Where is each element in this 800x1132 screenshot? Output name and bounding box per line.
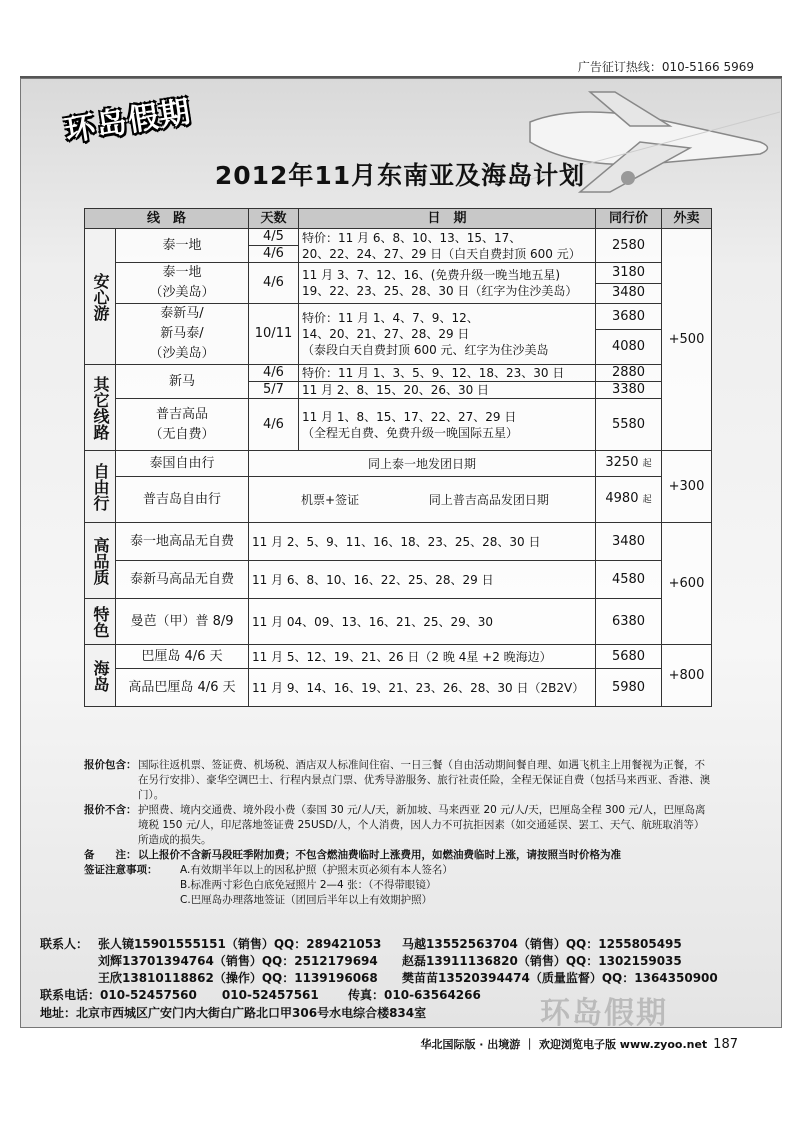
terms-notes — [84, 758, 712, 908]
note-visa — [84, 863, 712, 878]
table-row — [85, 399, 712, 451]
route-price: 3480 — [596, 283, 662, 304]
phone-number: 010-52457560 — [100, 988, 197, 1002]
route-line: 泰新马/ — [160, 306, 204, 321]
dates-line: 特价：11 月 1、4、7、9、12、 — [302, 311, 479, 325]
table-row — [85, 365, 712, 382]
ad-hotline: 广告征订热线：010-5166 5969 — [577, 60, 754, 74]
route-dates: 11 月 2、8、15、20、26、30 日 — [299, 382, 596, 399]
footer-text: 华北国际版 · 出境游 ｜ 欢迎浏览电子版 www.zyoo.net — [420, 1038, 708, 1051]
route-price: 4080 — [596, 330, 662, 365]
note-include — [84, 758, 712, 803]
dates-line: 11 月 1、8、15、17、22、27、29 日 — [302, 409, 517, 424]
fax-label: 传真： — [348, 988, 385, 1002]
note-text: 以上报价不含新马段旺季附加费；不包含燃油费临时上涨费用，如燃油费临时上涨，请按照当时价格为准 — [138, 849, 621, 861]
route-name: 普吉岛自由行 — [116, 477, 249, 523]
route-days: 4/5 — [249, 229, 299, 246]
route-price: 5580 — [596, 399, 662, 451]
route-price: 2880 — [596, 365, 662, 382]
route-dates — [299, 229, 596, 263]
route-name — [116, 304, 249, 365]
contact-person: 马越13552563704（销售）QQ：1255805495 — [402, 937, 682, 951]
contact-person: 樊苗苗13520394474（质量监督）QQ：1364350900 — [402, 971, 718, 985]
route-days: 4/6 — [249, 399, 299, 451]
note-label: 报价不含： — [84, 804, 137, 816]
page-number: 187 — [713, 1037, 738, 1052]
phone-number: 010-52457561 — [221, 988, 319, 1002]
route-dates: 同上泰一地发团日期 — [249, 451, 596, 477]
note-exclude — [84, 803, 712, 848]
page-title: 2012年11月东南亚及海岛计划 — [214, 161, 586, 190]
watermark-logo: 环岛假期 — [540, 996, 668, 1031]
route-days: 4/6 — [249, 365, 299, 382]
route-price: 5680 — [596, 645, 662, 669]
route-dates: 11 月 2、5、9、11、16、18、23、25、28、30 日 — [249, 523, 596, 561]
route-name: 巴厘岛 4/6 天 — [116, 645, 249, 669]
route-price: 3180 — [596, 263, 662, 284]
route-price — [596, 477, 662, 523]
route-dates: 11 月 6、8、10、16、22、25、28、29 日 — [249, 561, 596, 599]
contact-row — [40, 936, 740, 953]
dates-line: （泰段白天自费封顶 600 元、红字为住沙美岛 — [302, 343, 549, 357]
route-name: 泰国自由行 — [116, 451, 249, 477]
category-featured: 特色 — [85, 599, 116, 645]
route-dates: 11 月 9、14、16、19、21、23、26、28、30 日（2B2V） — [249, 669, 596, 707]
route-line: （沙美岛） — [149, 346, 215, 361]
route-line: 新马泰/ — [160, 326, 204, 341]
route-dates: 11 月 04、09、13、16、21、25、29、30 — [249, 599, 596, 645]
dates-line: 特价：11 月 6、8、10、13、15、17、 — [302, 230, 522, 245]
route-days: 4/6 — [249, 263, 299, 304]
header-dates: 日 期 — [299, 209, 596, 229]
note-remark — [84, 848, 712, 863]
visa-item: B.标准两寸彩色白底免冠照片 2—4 张：（不得带眼镜） — [180, 879, 437, 891]
route-days: 5/7 — [249, 382, 299, 399]
route-line: （无自费） — [149, 426, 215, 442]
route-name: 高品巴厘岛 4/6 天 — [116, 669, 249, 707]
extra-price: +300 — [662, 451, 712, 523]
route-price: 3480 — [596, 523, 662, 561]
table-row — [85, 477, 712, 523]
route-name: 泰一地 — [116, 229, 249, 263]
header-days: 天数 — [249, 209, 299, 229]
contact-row — [40, 970, 740, 987]
route-line: 普吉高品 — [155, 406, 208, 422]
route-name — [116, 399, 249, 451]
route-price — [596, 451, 662, 477]
fax-number: 010-63564266 — [384, 988, 481, 1002]
table-header-row — [85, 209, 712, 229]
route-line: 泰一地 — [162, 265, 202, 280]
dates-line: 20、22、24、27、29 日（白天自费封顶 600 元） — [302, 246, 581, 261]
route-price: 3680 — [596, 304, 662, 330]
note-text: 护照费、境内交通费、境外段小费（泰国 30 元/人/天，新加坡、马来西亚 20 元/人/天，巴厘岛全程 300 元/人，巴厘岛离境税 150 元/人，印尼落地签证费 25USD/人，个人消费，因人力不可抗拒因素（如交通延误、罢工、天气、航班取消等）所造成的损失。 — [138, 804, 706, 846]
brand-logo: 环岛假期 — [62, 94, 195, 149]
route-name: 泰新马高品无自费 — [116, 561, 249, 599]
dates-text: 同上普吉高品发团日期 — [428, 492, 549, 507]
visa-item: C.巴厘岛办理落地签证（团回后半年以上有效期护照） — [180, 894, 433, 906]
route-ticket — [249, 477, 596, 523]
route-price: 5980 — [596, 669, 662, 707]
contact-label: 联系人： — [40, 937, 89, 951]
contact-row — [40, 953, 740, 970]
note-label: 签证注意事项： — [84, 864, 158, 876]
table-row — [85, 523, 712, 561]
dates-line: 19、22、23、25、28、30 日（红字为住沙美岛） — [302, 284, 578, 298]
route-dates: 特价：11 月 1、3、5、9、12、18、23、30 日 — [299, 365, 596, 382]
address-label: 地址： — [40, 1006, 77, 1020]
price-value: 4980 — [605, 491, 639, 506]
address-text: 北京市西城区广安门内大街白广路北口甲306号水电综合楼834室 — [76, 1006, 427, 1020]
ticket-visa: 机票+签证 — [301, 492, 360, 507]
route-price: 3380 — [596, 382, 662, 399]
table-row — [85, 599, 712, 645]
route-days: 4/6 — [249, 246, 299, 263]
route-line: （沙美岛） — [149, 285, 215, 300]
note-text: 国际往返机票、签证费、机场税、酒店双人标准间住宿、一日三餐（自由活动期间餐自理、如遇飞机主上用餐视为正餐，不在另行安排）、豪华空调巴士、行程内景点门票、优秀导游服务、旅行社责任险，全程无保证自费（包括马来西亚、香港、澳门）。 — [138, 759, 711, 801]
dates-line: （全程无自费、免费升级一晚国际五星） — [302, 425, 519, 440]
page-footer — [420, 1036, 738, 1052]
extra-price: +500 — [662, 229, 712, 451]
category-islands: 海岛 — [85, 645, 116, 707]
table-row — [85, 669, 712, 707]
phone-label: 联系电话： — [40, 988, 101, 1002]
route-price: 4580 — [596, 561, 662, 599]
extra-price: +600 — [662, 523, 712, 645]
price-from: 起 — [642, 459, 652, 469]
dates-line: 11 月 3、7、12、16、(免费升级一晚当地五星) — [302, 268, 561, 282]
route-price: 6380 — [596, 599, 662, 645]
category-free-travel: 自由行 — [85, 451, 116, 523]
table-row — [85, 304, 712, 330]
contact-person: 张人镜15901555151（销售）QQ：289421053 — [98, 937, 382, 951]
contact-person: 刘辉13701394764（销售）QQ：2512179694 — [98, 954, 378, 968]
table-row — [85, 263, 712, 284]
contact-person: 王欣13810118862（操作）QQ：1139196068 — [98, 971, 378, 985]
table-row — [85, 561, 712, 599]
category-high-quality: 高品质 — [85, 523, 116, 599]
note-text: A.有效期半年以上的因私护照（护照末页必须有本人签名） — [180, 864, 453, 876]
note-label: 报价包含： — [84, 759, 137, 771]
itinerary-table — [84, 208, 712, 707]
extra-price: +800 — [662, 645, 712, 707]
price-value: 3250 — [605, 455, 639, 470]
note-label: 备 注： — [84, 849, 137, 861]
header-route: 线 路 — [85, 209, 249, 229]
category-anxinyou: 安心游 — [85, 229, 116, 365]
route-days: 10/11 — [249, 304, 299, 365]
category-other-routes: 其它线路 — [85, 365, 116, 451]
table-row — [85, 229, 712, 246]
table-row — [85, 645, 712, 669]
route-name: 新马 — [116, 365, 249, 399]
dates-line: 14、20、21、27、28、29 日 — [302, 327, 470, 341]
price-from: 起 — [642, 495, 652, 505]
route-name — [116, 263, 249, 304]
table-row — [85, 451, 712, 477]
route-dates — [299, 399, 596, 451]
route-price: 2580 — [596, 229, 662, 263]
route-dates — [299, 263, 596, 304]
header-extra: 外卖 — [662, 209, 712, 229]
header-price: 同行价 — [596, 209, 662, 229]
route-dates — [299, 304, 596, 365]
route-name: 曼芭（甲）普 8/9 — [116, 599, 249, 645]
contact-person: 赵磊13911136820（销售）QQ：1302159035 — [402, 954, 682, 968]
route-dates: 11 月 5、12、19、21、26 日（2 晚 4星 +2 晚海边） — [249, 645, 596, 669]
route-name: 泰一地高品无自费 — [116, 523, 249, 561]
